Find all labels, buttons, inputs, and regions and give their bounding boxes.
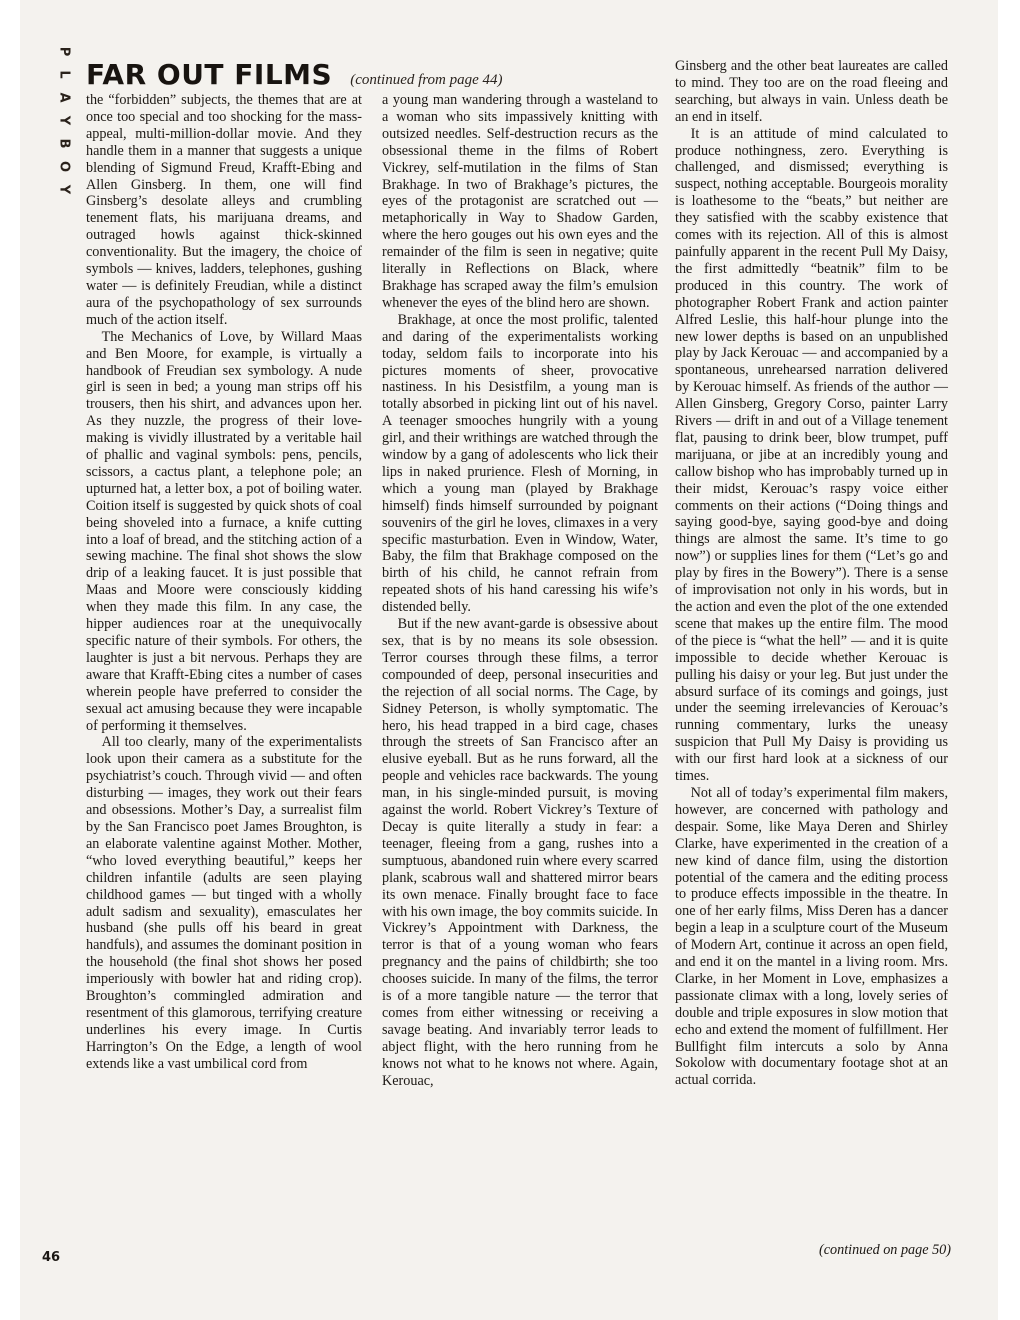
paragraph: But if the new avant-garde is obsessive about sex, that is by no means its sole obsession. Terror courses through these films, a terror compounded of deep, personal insecurities and the rejection of all social norms. The Cage, by Sidney Peterson, is wholly symptomatic. The hero, his head trapped in a bird cage, chases through the streets of San Francisco after an elusive eyeball. But as he runs forward, all the people and vehicles race backwards. The young man, in his single-minded pursuit, is moving against the world. Robert Vickrey’s Texture of Decay is quite literally a study in fear: a teenager, fleeing from a gang, rushes into a sumptuous, abandoned ruin where every scarred plank, scabrous wall and shattered mirror bears its own menace. Finally brought face to face with his own image, the boy commits suicide. In Vickrey’s Appointment with Darkness, the terror is that of a young woman who fears pregnancy and the pains of childbirth; she too chooses suicide. In many of the films, the terror is of a more tangible nature — the terror that comes from either witnessing or receiving a savage beating. And invariably terror leads to abject flight, with the hero running from he knows not what to he knows not where. Again, Kerouac,: [382, 616, 658, 1089]
masthead-letter: Y: [56, 184, 72, 195]
article-title: FAR OUT FILMS: [86, 58, 333, 91]
masthead-letter: A: [56, 92, 72, 103]
paragraph: the “forbidden” subjects, the themes that are at once too special and too shocking for the mass-appeal, multi-million-dollar movie. And they handle them in a manner that suggests a unique blending of Sigmund Freud, Krafft-Ebing and Allen Ginsberg. In them, one will find Ginsberg’s desolate alleys and crumbling tenement flats, his marijuana dreams, and outraged howls against thick-skinned conventionality. But the imagery, the choice of symbols — knives, ladders, telephones, gushing water — is definitely Freudian, while a distinct aura of the psychopathology of sex surrounds much of the action itself.: [86, 92, 362, 328]
magazine-page: [20, 0, 998, 1320]
page-number: 46: [42, 1250, 61, 1265]
continued-from-note: (continued from page 44): [350, 72, 503, 88]
masthead-letter: Y: [56, 115, 72, 126]
masthead-letter: B: [56, 138, 72, 149]
masthead-letter: O: [56, 160, 72, 173]
paragraph: Ginsberg and the other beat laureates are called to mind. They too are on the road fleeing and searching, but always in vain. Unless death be an end in itself.: [675, 58, 948, 125]
text-column-3: [675, 58, 948, 1089]
paragraph: Not all of today’s experimental film makers, however, are concerned with pathology and despair. Some, like Maya Deren and Shirley Clarke, have experimented in the creation of a new kind of dance film, using the distortion potential of the camera and the editing process to produce effects impossible in the theatre. In one of her early films, Miss Deren has a dancer begin a leap in a sculpture court of the Museum of Modern Art, continue it across an open field, and end it on the mantel in a living room. Mrs. Clarke, in her Moment in Love, emphasizes a passionate climax with a long, lovely series of double and triple exposures in slow motion that echo and extend the moment of fulfillment. Her Bullfight film intercuts a solo by Anna Sokolow with documentary footage shot at an actual corrida.: [675, 784, 948, 1089]
masthead-letter: P: [56, 46, 72, 57]
paragraph: All too clearly, many of the experimentalists look upon their camera as a substitute for the psychiatrist’s couch. Through vivid — and often disturbing — images, they work out their fears and obsessions. Mother’s Day, a surrealist film by the San Francisco poet James Broughton, is an elaborate valentine against Mother. Mother, “who loved everything beautiful,” keeps her children infantile (adults are seen playing childhood games — but tinged with a wholly adult sadism and sexuality), emasculates her husband (she pulls off his beard in great handfuls), and assumes the dominant position in the household (the final shot shows her posed imperiously with bowler hat and riding crop). Broughton’s commingled admiration and resentment of this glamorous, terrifying creature underlines his every image. In Curtis Harrington’s On the Edge, a length of wool extends like a vast umbilical cord from: [86, 734, 362, 1072]
continued-on-note: (continued on page 50): [819, 1242, 951, 1258]
text-column-1: [86, 92, 362, 1073]
masthead-letter: L: [56, 70, 72, 79]
paragraph: The Mechanics of Love, by Willard Maas and Ben Moore, for example, is virtually a handbook of Freudian sex symbology. A nude girl is seen in bed; a young man strips off his trousers, then his shirt, and advances upon her. As they nuzzle, the progress of their love-making is vividly illustrated by a veritable hail of phallic and vaginal symbols: pens, pencils, scissors, a cactus plant, a telephone pole; an upturned hat, a letter box, a pot of boiling water. Coition itself is suggested by quick shots of coal being shoveled into a furnace, a knife cutting into a loaf of bread, and the stitching action of a sewing machine. The final shot shows the slow drip of a leaking faucet. It is just possible that Maas and Moore were consciously kidding when they made this film. In any case, the hipper audiences roar at the unequivocally specific nature of their symbols. For others, the laughter is just a bit nervous. Perhaps they are aware that Krafft-Ebing cites a number of cases wherein people have preferred to consider the sexual act amusing because they were incapable of performing it themselves.: [86, 328, 362, 734]
paragraph: a young man wandering through a wasteland to a woman who sits impassively knitting with outsized needles. Self-destruction recurs as the obsessional theme in the films of Robert Vickrey, self-mutilation in the films of Stan Brakhage. In two of Brakhage’s pictures, the eyes of the protagonist are scratched out — metaphorically in Way to Shadow Garden, where the hero gouges out his own eyes and the remainder of the film is seen in negative; quite literally in Reflections on Black, where Brakhage has scraped away the film’s emulsion whenever the eyes of the blind hero are shown.: [382, 92, 658, 311]
article-header: [86, 58, 606, 94]
text-column-2: [382, 92, 658, 1089]
paragraph: It is an attitude of mind calculated to produce nothingness, zero. Everything is challenged, and dismissed; everything is suspect, nothing acceptable. Bourgeois morality is loathesome to the “beats,” but neither are they satisfied with the scabby existence that comes with its rejection. All of this is almost painfully apparent in the recent Pull My Daisy, the first admittedly “beatnik” film to be produced in this country. The work of photographer Robert Frank and action painter Alfred Leslie, this half-hour plunge into the new lower depths is based on an unpublished play by Jack Kerouac — and accompanied by a spontaneous, unrehearsed narration delivered by Kerouac himself. As friends of the author — Allen Ginsberg, Gregory Corso, painter Larry Rivers — drift in and out of a Village tenement flat, pausing to drink beer, blow trumpet, puff marijuana, or jibe at an incredibly young and callow bishop who has improbably turned up in their midst, Kerouac’s raspy voice either comments on their actions (“Doing things and saying good-bye, saying good-bye and doing things are almost the same. It’s time to go now”) or supplies lines for them (“Let’s go and play by fires in the Bowery”). There is a sense of improvisation not only in his words, but in the action and even the plot of the one extended scene that makes up the entire film. The mood of the piece is “what the hell” — and it is quite impossible to decide whether Kerouac is pulling his daisy or your leg. But just under the absurd surface of its comings and goings, just under the seeming irrelevancies of Kerouac’s running commentary, lurks the uneasy suspicion that Pull My Daisy is providing us with our first hard look at a sickness of our times.: [675, 125, 948, 785]
magazine-masthead: [50, 44, 78, 197]
paragraph: Brakhage, at once the most prolific, talented and daring of the experimentalists working today, seldom fails to incorporate into his pictures moments of sheer, provocative nastiness. In his Desistfilm, a young man is totally absorbed in picking lint out of his navel. A teenager smooches hungrily with a young girl, and their writhings are watched through the window by a gang of adolescents who lick their lips in naked prurience. Flesh of Morning, in which a young man (played by Brakhage himself) finds himself surrounded by poignant souvenirs of the girl he loves, climaxes in a very specific masturbation. Even in Window, Water, Baby, the film that Brakhage composed on the birth of his child, he cannot refrain from repeated shots of his hand caressing his wife’s distended belly.: [382, 311, 658, 616]
